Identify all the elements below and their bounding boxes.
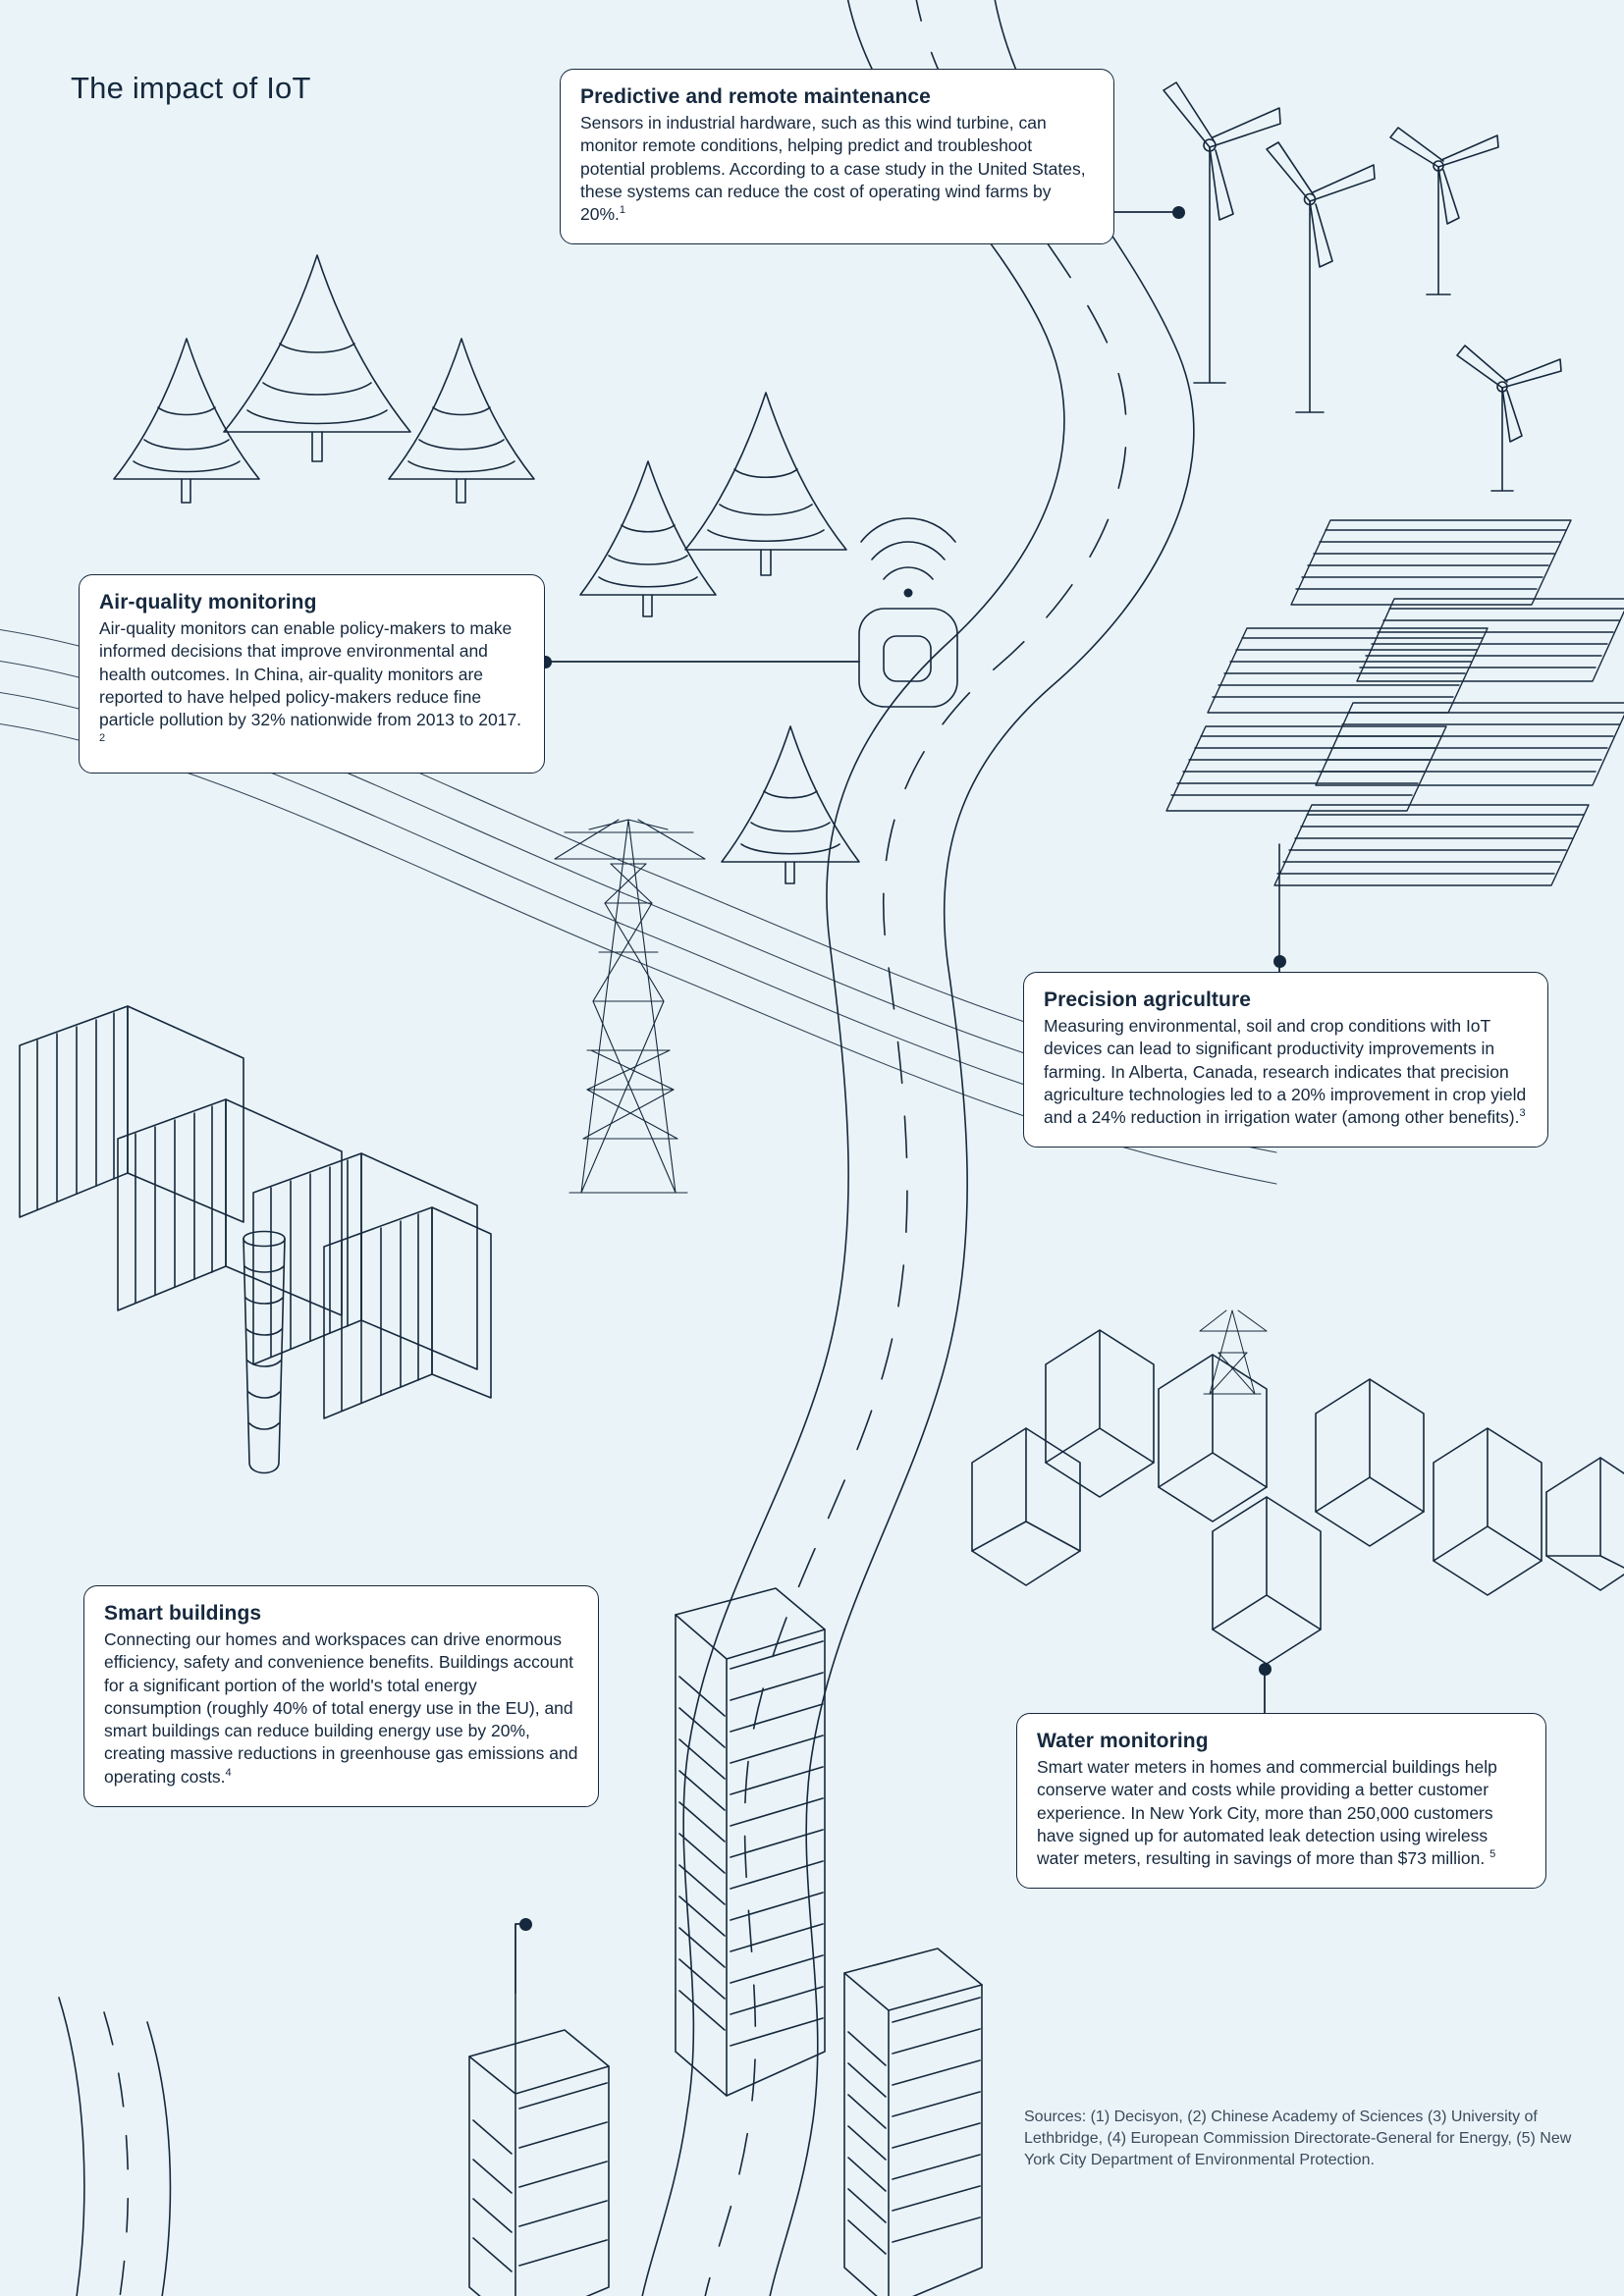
footnote-marker: 3 <box>1519 1107 1526 1120</box>
callout-body: Measuring environmental, soil and crop conditions with IoT devices can lead to significant productivity improvements in farming. In Alberta, Canada, research indicates that precision agriculture technologies led to a 20% improvement in crop yield and a 24% reduction in irrigation water (among other benefits).$^3$ <box>1044 1016 1527 1128</box>
footnote-marker: 5 <box>1489 1848 1496 1861</box>
callout-heading: Air-quality monitoring <box>99 591 317 614</box>
connector-dot-agriculture <box>1273 955 1286 968</box>
callout-body: Connecting our homes and workspaces can drive enormous efficiency, safety and convenience benefits. Buildings account for a significant portion of the world's total energy consumption (roughly 40% of total energy use in the EU), and smart buildings can reduce building energy use by 20%, creating massive reductions in greenhouse gas emissions and operating costs.$^4$ <box>104 1629 578 1787</box>
callout-precision-agriculture <box>1023 972 1548 1148</box>
callout-heading: Precision agriculture <box>1044 988 1252 1011</box>
callout-heading: Water monitoring <box>1037 1730 1209 1752</box>
wind-turbines <box>1164 82 1561 491</box>
callout-air-quality-monitoring <box>79 574 545 774</box>
conifer-trees <box>114 255 859 883</box>
winding-road <box>638 0 1194 2296</box>
solar-panels <box>1166 520 1624 885</box>
connector-dot-smart-buildings <box>519 1918 532 1931</box>
callout-heading: Predictive and remote maintenance <box>580 85 931 108</box>
callout-body: Air-quality monitors can enable policy-makers to make informed decisions that improve environmental and health outcomes. In China, air-quality monitors are reported to have helped policy-makers reduce fine particle pollution by 32% nationwide from 2013 to 2017. $^2$ <box>99 618 521 745</box>
connector-dot-predictive <box>1172 206 1185 219</box>
connector-dot-water <box>1259 1663 1272 1676</box>
secondary-road <box>59 1998 170 2296</box>
callout-heading: Smart buildings <box>104 1602 262 1625</box>
callout-water-monitoring <box>1016 1713 1546 1889</box>
factory-buildings <box>20 1006 491 1473</box>
footnote-marker: 2 <box>99 732 106 745</box>
factory-chimney <box>244 1232 285 1473</box>
air-quality-sensor-icon <box>859 518 957 707</box>
callout-predictive-maintenance <box>560 69 1114 244</box>
page-title: The impact of IoT <box>71 71 311 105</box>
greenhouses <box>972 1330 1624 1664</box>
footnote-marker: 4 <box>225 1766 232 1779</box>
footnote-marker: 1 <box>619 204 626 217</box>
sources-note: Sources: (1) Decisyon, (2) Chinese Academy of Sciences (3) University of Lethbridge, (4) European Commission Directorate-General for Energy, (5) New York City Department of Environmental Protection. <box>1024 2109 1572 2169</box>
transmission-tower-main <box>555 820 705 1193</box>
transmission-tower-small <box>1200 1310 1267 1394</box>
callout-body: Smart water meters in homes and commercial buildings help conserve water and costs while providing a better customer experience. In New York City, more than 250,000 customers have signed up for automated leak detection using wireless water meters, resulting in savings of more than $73 million. $^5$ <box>1037 1757 1497 1869</box>
callout-body: Sensors in industrial hardware, such as this wind turbine, can monitor remote conditions, helping predict and troubleshoot potential problems. According to a case study in the United States, these systems can reduce the cost of operating wind farms by 20%.$^1$ <box>580 113 1086 225</box>
callout-smart-buildings <box>83 1585 599 1807</box>
